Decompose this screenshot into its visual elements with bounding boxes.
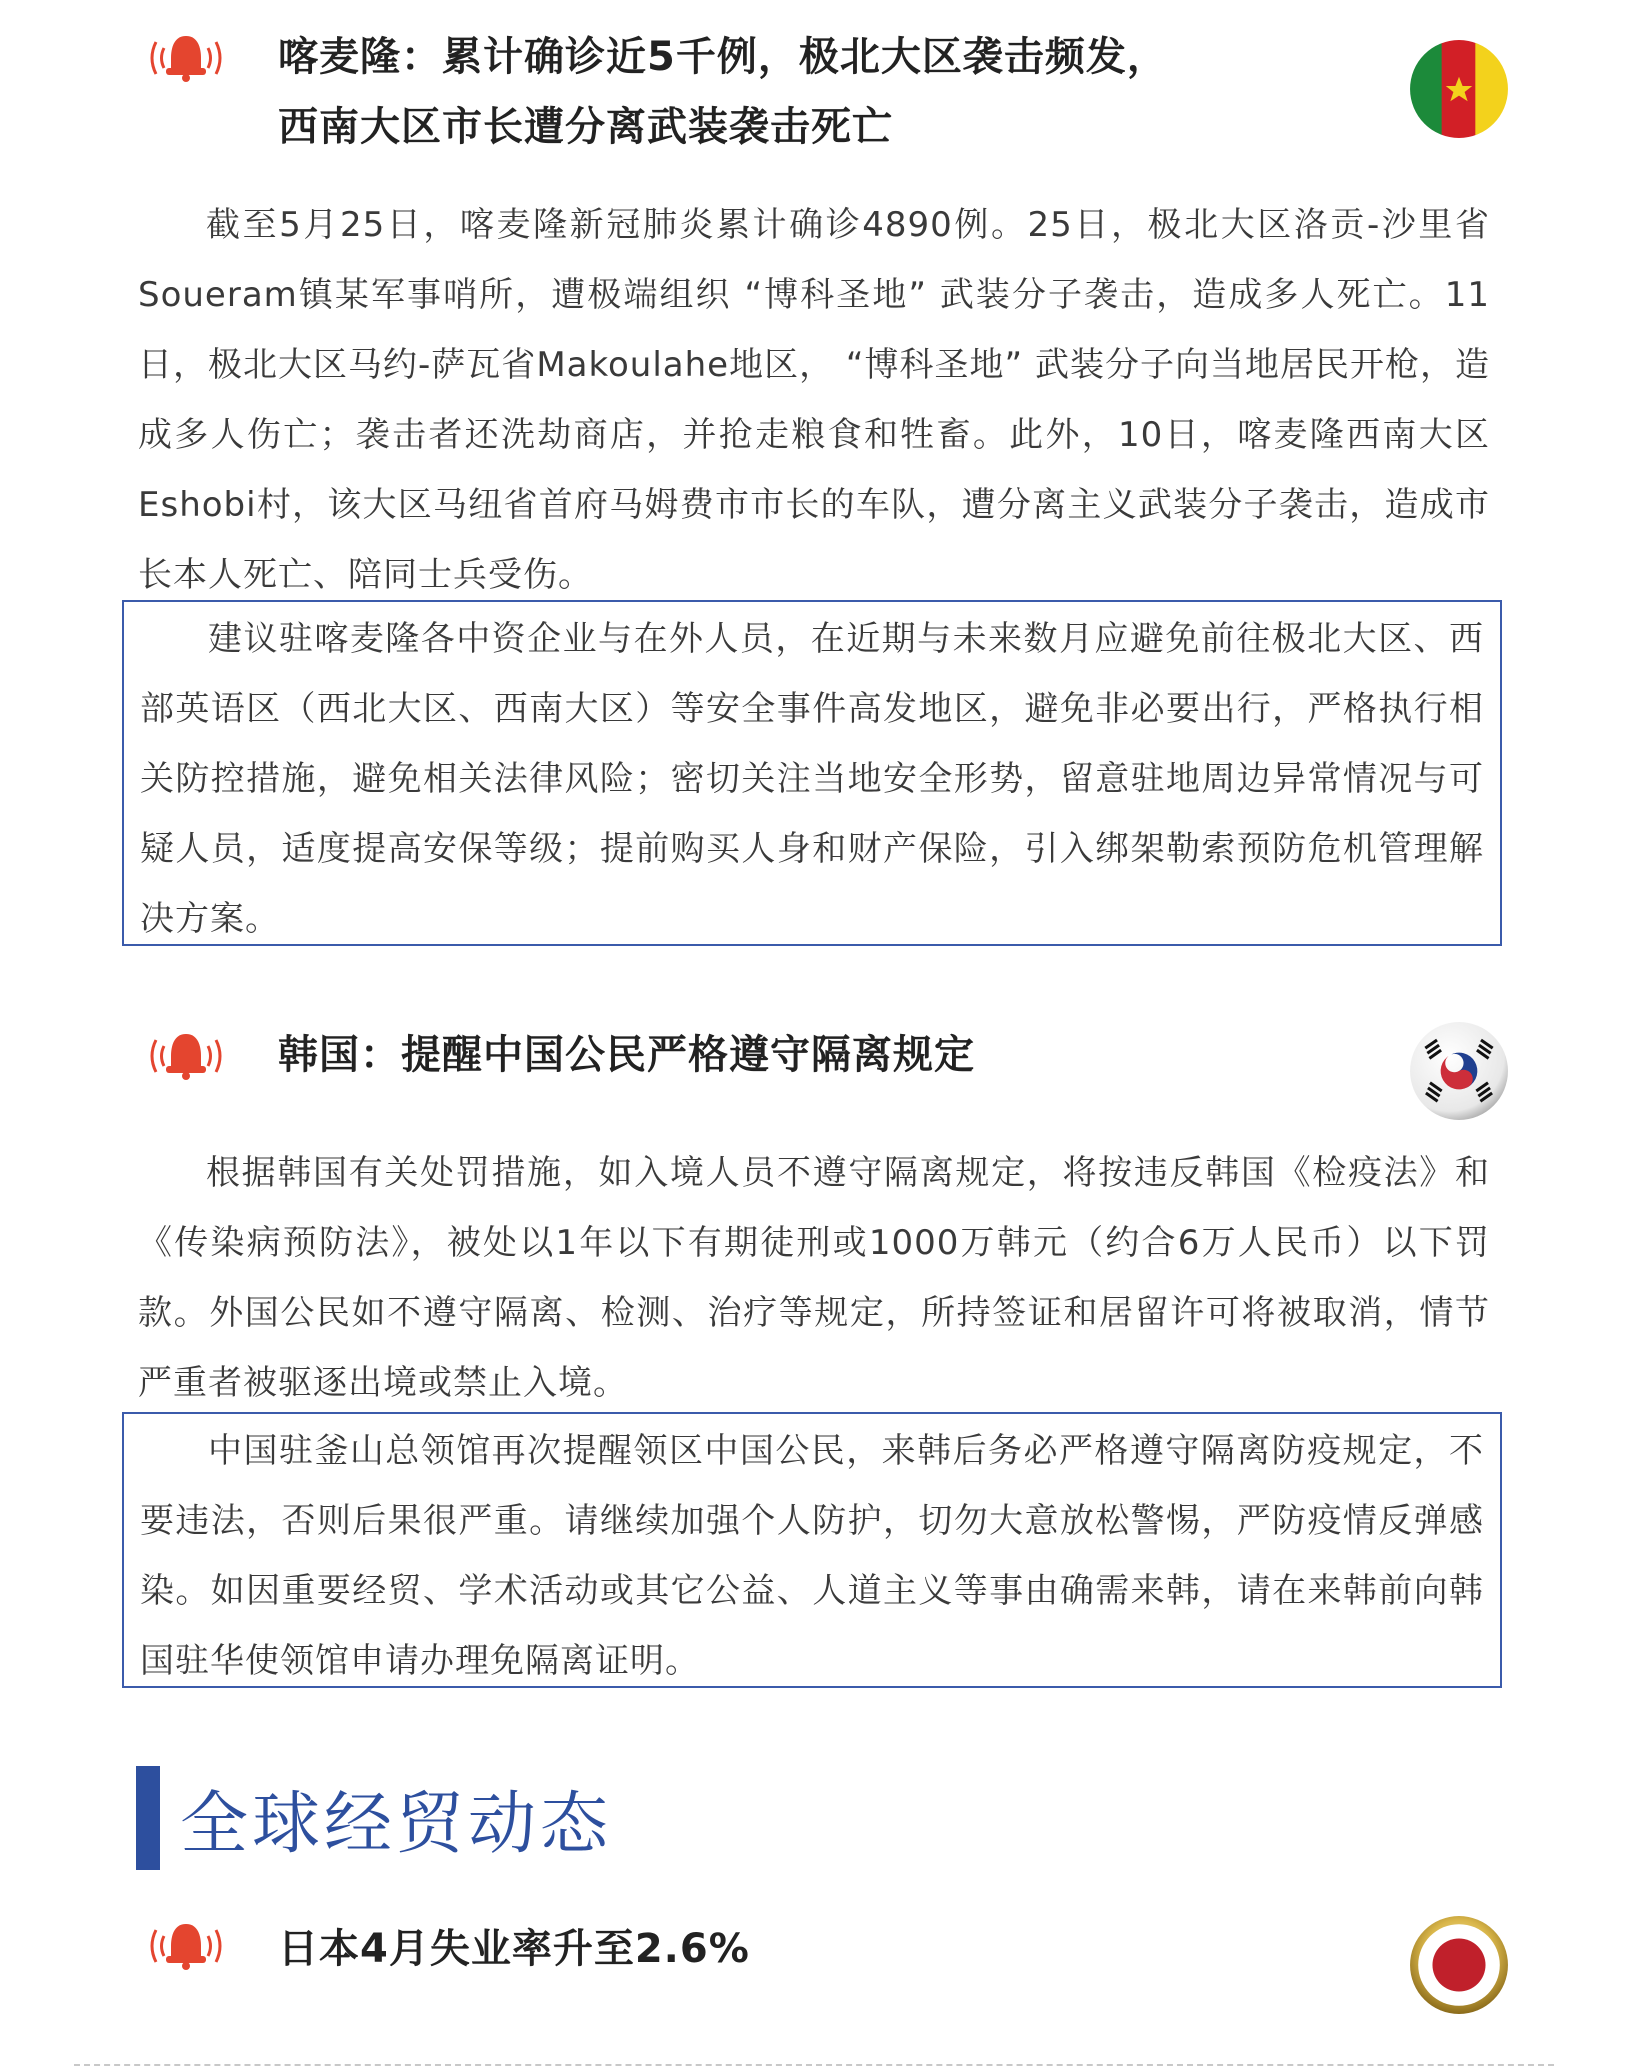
south-korea-flag-icon <box>1408 1020 1510 1122</box>
article-body-cameroon: 截至5月25日，喀麦隆新冠肺炎累计确诊4890例。25日，极北大区洛贡-沙里省Soueram镇某军事哨所，遭极端组织 “博科圣地” 武装分子袭击，造成多人死亡。11日，极北大区马约-萨瓦省Makoulahe地区， “博科圣地” 武装分子向当地居民开枪，造成多人伤亡；袭击者还洗劫商店，并抢走粮食和牲畜。此外，10日，喀麦隆西南大区Eshobi村，该大区马纽省首府马姆费市市长的车队，遭分离主义武装分子袭击，造成市长本人死亡、陪同士兵受伤。 <box>138 205 1490 595</box>
section-title-bar <box>136 1766 160 1870</box>
headline-korea <box>138 1020 1510 1124</box>
bottom-divider <box>74 2064 1554 2066</box>
advice-box-korea <box>122 1412 1502 1688</box>
headline-title-line2: 西南大区市长遭分离武装袭击死亡 <box>278 104 893 150</box>
section-title <box>136 1766 612 1870</box>
advice-text-korea: 中国驻釜山总领馆再次提醒领区中国公民，来韩后务必严格遵守隔离防疫规定，不要违法，否则后果很严重。请继续加强个人防护，切勿大意放松警惕，严防疫情反弹感染。如因重要经贸、学术活动或其它公益、人道主义等事由确需来韩，请在来韩前向韩国驻华使领馆申请办理免隔离证明。 <box>140 1431 1484 1681</box>
advice-text-cameroon: 建议驻喀麦隆各中资企业与在外人员，在近期与未来数月应避免前往极北大区、西部英语区（西北大区、西南大区）等安全事件高发地区，避免非必要出行，严格执行相关防控措施，避免相关法律风险；密切关注当地安全形势，留意驻地周边异常情况与可疑人员，适度提高安保等级；提前购买人身和财产保险，引入绑架勒索预防危机管理解决方案。 <box>140 619 1484 939</box>
cameroon-flag-icon <box>1408 38 1510 140</box>
headline-cameroon <box>138 22 1510 158</box>
alarm-bell-icon <box>138 1028 234 1084</box>
headline-title: 韩国：提醒中国公民严格遵守隔离规定 <box>278 1032 975 1078</box>
japan-flag-icon <box>1408 1914 1510 2016</box>
advice-box-cameroon <box>122 600 1502 946</box>
alarm-bell-icon <box>138 1918 234 1974</box>
headline-title: 日本4月失业率升至2.6% <box>278 1926 750 1972</box>
headline-title <box>278 22 1298 162</box>
headline-title-line1: 喀麦隆：累计确诊近5千例，极北大区袭击频发， <box>278 34 1168 80</box>
section-title-text: 全球经贸动态 <box>180 1784 613 1864</box>
article-body-korea: 根据韩国有关处罚措施，如入境人员不遵守隔离规定，将按违反韩国《检疫法》和《传染病预防法》，被处以1年以下有期徒刑或1000万韩元（约合6万人民币）以下罚款。外国公民如不遵守隔离、检测、治疗等规定，所持签证和居留许可将被取消，情节严重者被驱逐出境或禁止入境。 <box>138 1153 1490 1403</box>
alarm-bell-icon <box>138 30 234 86</box>
headline-japan <box>138 1910 1510 2014</box>
